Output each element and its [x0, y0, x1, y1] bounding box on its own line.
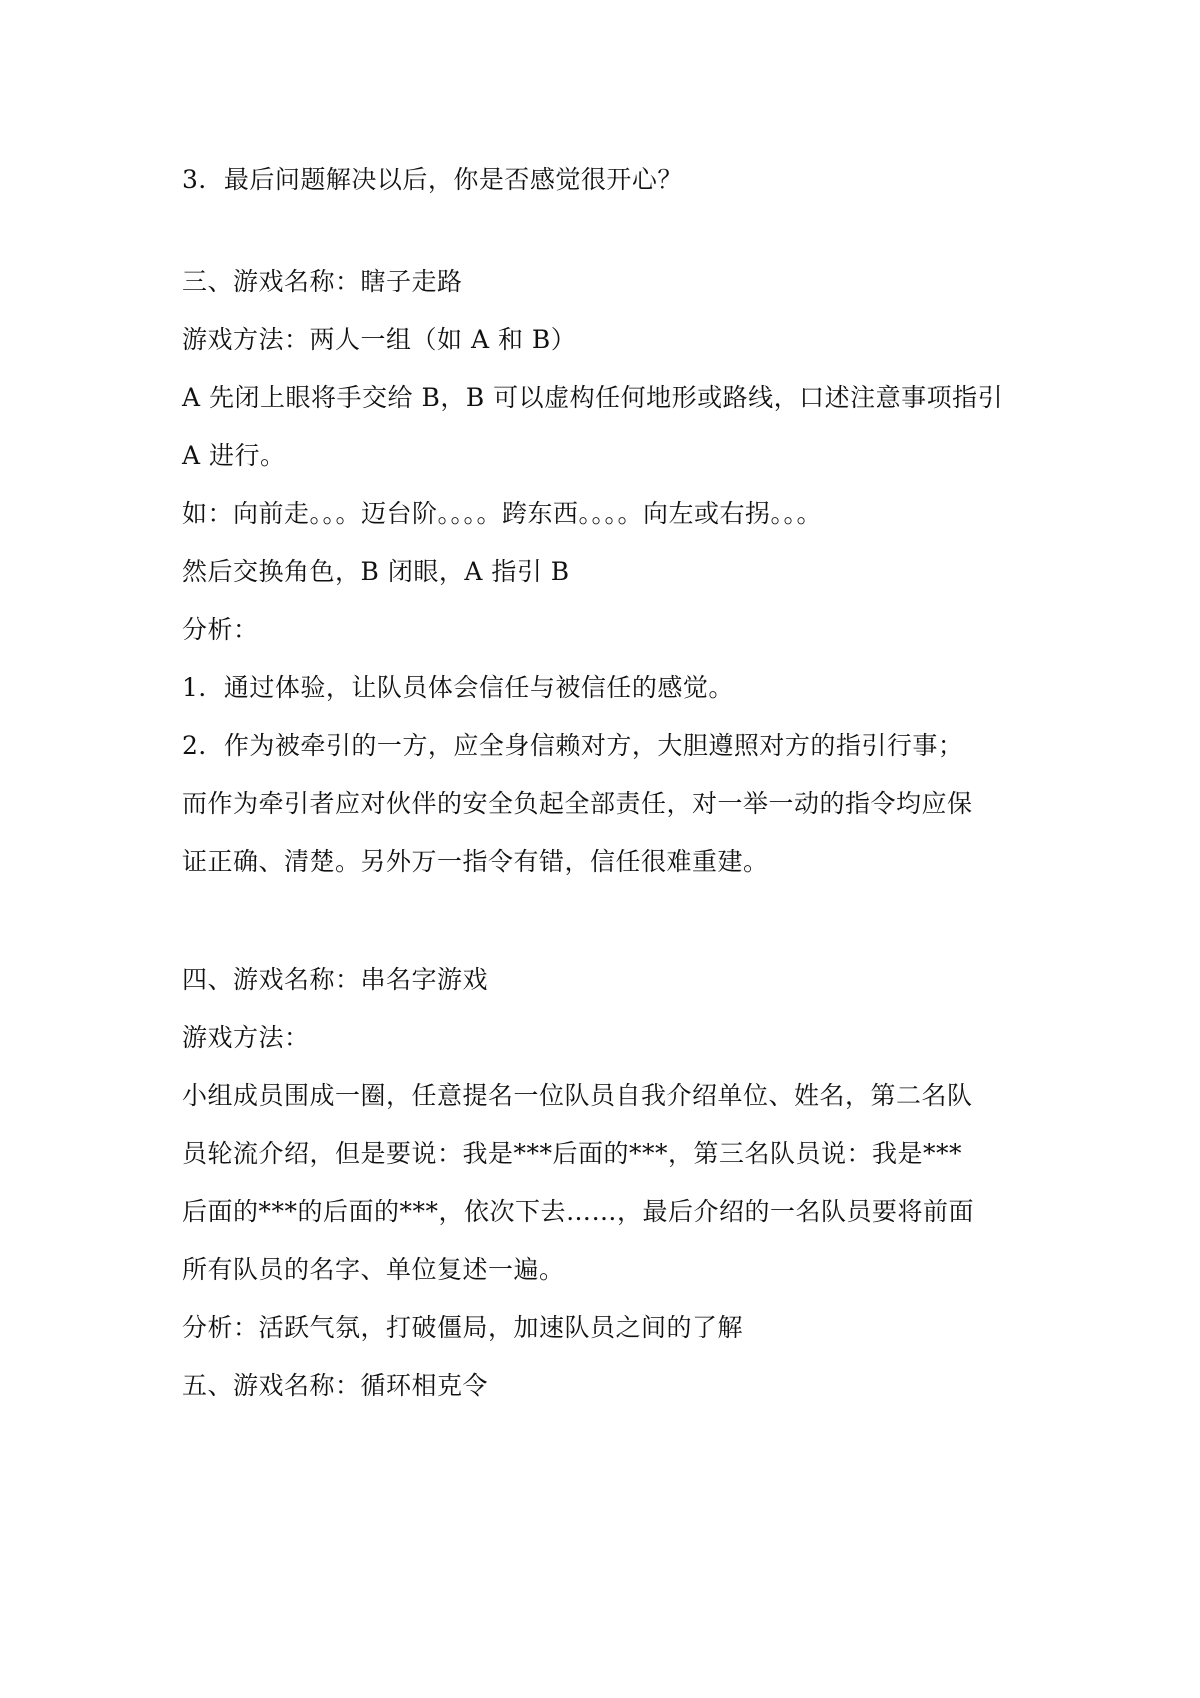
section-title-4: 四、游戏名称：串名字游戏	[182, 965, 489, 994]
body-text-line: 后面的***的后面的***，依次下去……，最后介绍的一名队员要将前面	[182, 1197, 975, 1226]
section-title-5: 五、游戏名称：循环相克令	[182, 1371, 489, 1400]
body-text-line: 而作为牵引者应对伙伴的安全负起全部责任，对一举一动的指令均应保	[182, 789, 973, 818]
body-text-line: A 进行。	[182, 441, 286, 470]
analysis-item-1: 1．通过体验，让队员体会信任与被信任的感觉。	[182, 673, 734, 702]
question-3: 3．最后问题解决以后，你是否感觉很开心？	[182, 165, 683, 194]
body-text-line: 如：向前走。。。迈台阶。。。。跨东西。。。。向左或右拐。。。	[182, 499, 823, 528]
analysis-line: 分析：活跃气氛，打破僵局，加速队员之间的了解	[182, 1313, 744, 1342]
game-method-line: 游戏方法：两人一组（如 A 和 B）	[182, 325, 577, 354]
body-text-line: 然后交换角色，B 闭眼，A 指引 B	[182, 557, 570, 586]
body-text-line: 员轮流介绍，但是要说：我是***后面的***，第三名队员说：我是***	[182, 1139, 963, 1168]
analysis-heading: 分析：	[182, 615, 259, 644]
body-text-line: 小组成员围成一圈，任意提名一位队员自我介绍单位、姓名，第二名队	[182, 1081, 973, 1110]
analysis-item-2: 2．作为被牵引的一方，应全身信赖对方，大胆遵照对方的指引行事；	[182, 731, 964, 760]
body-text-line: 所有队员的名字、单位复述一遍。	[182, 1255, 565, 1284]
body-text-line: 证正确、清楚。另外万一指令有错，信任很难重建。	[182, 847, 769, 876]
body-text-line: A 先闭上眼将手交给 B，B 可以虚构任何地形或路线，口述注意事项指引	[182, 383, 1004, 412]
section-title-3: 三、游戏名称：瞎子走路	[182, 267, 463, 296]
game-method-line: 游戏方法：	[182, 1023, 310, 1052]
